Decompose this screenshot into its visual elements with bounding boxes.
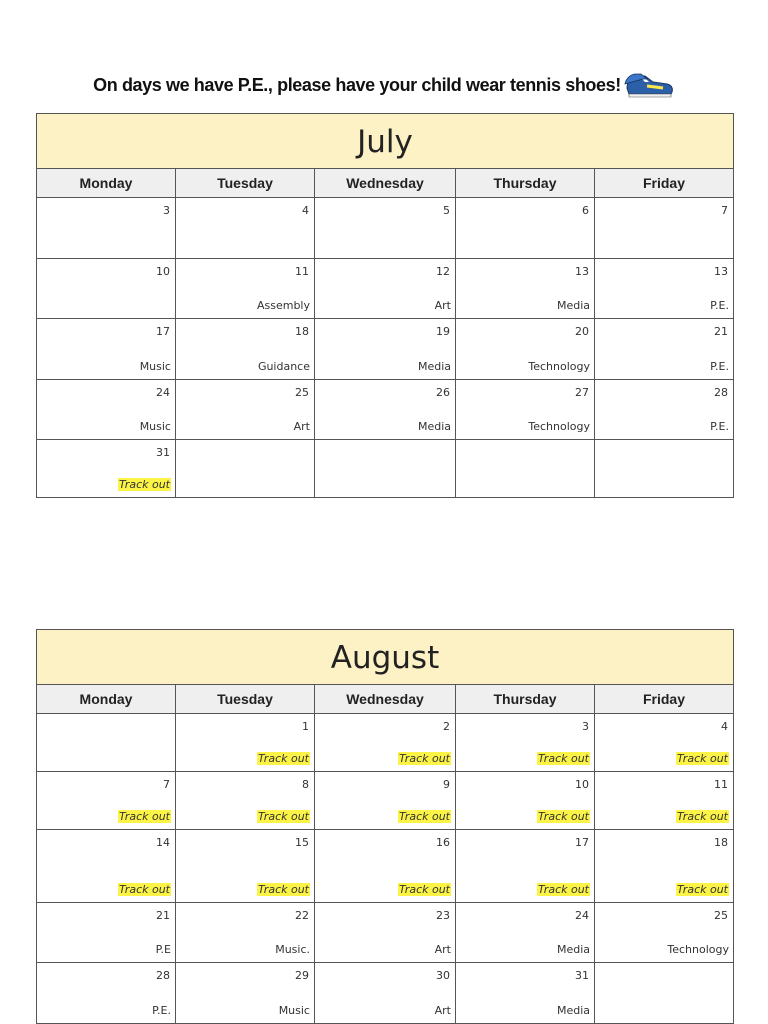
day-number: 23: [436, 909, 450, 922]
special-class-label: P.E.: [710, 299, 729, 312]
day-number: 18: [714, 836, 728, 849]
calendar-day-cell: [315, 380, 456, 439]
track-out-label: Track out: [537, 810, 589, 823]
special-class-label: P.E: [155, 943, 171, 956]
day-number: 31: [156, 446, 170, 459]
day-number: 30: [436, 969, 450, 982]
weekday-header: Monday: [37, 685, 176, 713]
special-class-label: Art: [434, 943, 451, 956]
special-class-label: Art: [434, 299, 451, 312]
day-number: 24: [575, 909, 589, 922]
special-class-label: Media: [417, 420, 451, 433]
calendar-day-cell: [595, 903, 733, 962]
day-number: 17: [156, 325, 170, 338]
calendar-week-row: [37, 714, 733, 772]
weekday-header: Thursday: [456, 169, 595, 197]
special-class-label: Technology: [528, 420, 590, 433]
calendar-day-cell: [176, 903, 315, 962]
weekday-header: Thursday: [456, 685, 595, 713]
calendar-week-row: [37, 380, 733, 440]
day-number: 31: [575, 969, 589, 982]
day-number: 11: [714, 778, 728, 791]
calendar-day-cell: [37, 963, 176, 1023]
calendar-day-cell: [595, 198, 733, 258]
calendar-day-cell: [37, 380, 176, 439]
track-out-label: Track out: [537, 883, 589, 896]
sneaker-icon: [623, 70, 675, 100]
day-number: 27: [575, 386, 589, 399]
special-class-label: Music: [278, 1004, 310, 1017]
special-class-label: Technology: [667, 943, 729, 956]
calendar-day-cell: [595, 963, 733, 1023]
day-number: 6: [582, 204, 589, 217]
calendar-day-cell: [456, 380, 595, 439]
track-out-label: Track out: [118, 810, 170, 823]
day-number: 2: [443, 720, 450, 733]
day-number: 26: [436, 386, 450, 399]
weekday-header-row: [37, 169, 733, 198]
calendar-day-cell: [37, 440, 176, 497]
day-number: 29: [295, 969, 309, 982]
calendar-day-cell: [456, 830, 595, 902]
calendar-day-cell: [315, 903, 456, 962]
day-number: 10: [575, 778, 589, 791]
calendar-day-cell: [595, 319, 733, 379]
calendar-day-cell: [456, 198, 595, 258]
calendar-week-row: [37, 772, 733, 830]
calendar-week-row: [37, 963, 733, 1023]
calendar-day-cell: [176, 830, 315, 902]
day-number: 8: [302, 778, 309, 791]
track-out-label: Track out: [676, 883, 728, 896]
weekday-header: Tuesday: [176, 685, 315, 713]
weekday-header: Wednesday: [315, 685, 456, 713]
special-class-label: Media: [556, 943, 590, 956]
calendar-day-cell: [456, 963, 595, 1023]
track-out-label: Track out: [537, 752, 589, 765]
calendar-day-cell: [456, 772, 595, 829]
day-number: 13: [575, 265, 589, 278]
special-class-label: Art: [293, 420, 310, 433]
day-number: 16: [436, 836, 450, 849]
day-number: 20: [575, 325, 589, 338]
day-number: 22: [295, 909, 309, 922]
calendar-day-cell: [37, 772, 176, 829]
special-class-label: Art: [434, 1004, 451, 1017]
special-class-label: Guidance: [257, 360, 310, 373]
month-title-august: August: [37, 630, 733, 685]
track-out-label: Track out: [398, 883, 450, 896]
calendar-day-cell: [595, 830, 733, 902]
day-number: 5: [443, 204, 450, 217]
day-number: 4: [302, 204, 309, 217]
day-number: 18: [295, 325, 309, 338]
special-class-label: Music: [139, 360, 171, 373]
calendar-day-cell: [315, 319, 456, 379]
weekday-header-row: [37, 685, 733, 714]
weekday-header: Tuesday: [176, 169, 315, 197]
track-out-label: Track out: [257, 810, 309, 823]
weekday-header: Friday: [642, 691, 685, 707]
track-out-label: Track out: [257, 883, 309, 896]
day-number: 4: [721, 720, 728, 733]
calendar-day-cell: [456, 259, 595, 318]
day-number: 13: [714, 265, 728, 278]
day-number: 28: [156, 969, 170, 982]
day-number: 1: [302, 720, 309, 733]
calendar-day-cell: [315, 440, 456, 497]
track-out-label: Track out: [118, 883, 170, 896]
calendar-week-row: [37, 440, 733, 497]
day-number: 25: [714, 909, 728, 922]
day-number: 7: [163, 778, 170, 791]
track-out-label: Track out: [257, 752, 309, 765]
track-out-label: Track out: [398, 810, 450, 823]
weekday-header: Monday: [37, 169, 176, 197]
weekday-header: Friday: [642, 175, 685, 191]
day-number: 11: [295, 265, 309, 278]
calendar-day-cell: [315, 963, 456, 1023]
calendar-day-cell: [176, 440, 315, 497]
day-number: 28: [714, 386, 728, 399]
month-title-july: July: [37, 114, 733, 169]
calendar-day-cell: [456, 714, 595, 771]
calendar-week-row: [37, 830, 733, 903]
track-out-label: Track out: [118, 478, 170, 491]
day-number: 12: [436, 265, 450, 278]
calendar-day-cell: [315, 772, 456, 829]
day-number: 15: [295, 836, 309, 849]
calendar-day-cell: [595, 772, 733, 829]
day-number: 3: [582, 720, 589, 733]
pe-notice-text: On days we have P.E., please have your child wear tennis shoes!: [93, 74, 621, 95]
calendar-day-cell: [176, 714, 315, 771]
special-class-label: Music.: [275, 943, 310, 956]
day-number: 9: [443, 778, 450, 791]
day-number: 19: [436, 325, 450, 338]
calendar-week-row: [37, 319, 733, 380]
day-number: 3: [163, 204, 170, 217]
special-class-label: P.E.: [152, 1004, 171, 1017]
special-class-label: Media: [556, 1004, 590, 1017]
calendar-week-row: [37, 903, 733, 963]
track-out-label: Track out: [676, 752, 728, 765]
calendar-day-cell: [37, 259, 176, 318]
special-class-label: P.E.: [710, 360, 729, 373]
weekday-header: Wednesday: [315, 169, 456, 197]
track-out-label: Track out: [398, 752, 450, 765]
special-class-label: Assembly: [256, 299, 310, 312]
calendar-day-cell: [595, 714, 733, 771]
special-class-label: Music: [139, 420, 171, 433]
calendar-day-cell: [176, 963, 315, 1023]
special-class-label: Media: [417, 360, 451, 373]
calendar-day-cell: [37, 830, 176, 902]
pe-notice: [0, 68, 768, 102]
calendar-day-cell: [315, 259, 456, 318]
calendar-day-cell: [315, 198, 456, 258]
calendar-day-cell: [456, 903, 595, 962]
calendar-day-cell: [595, 259, 733, 318]
calendar-week-row: [37, 259, 733, 319]
calendar-day-cell: [176, 259, 315, 318]
special-class-label: Media: [556, 299, 590, 312]
day-number: 14: [156, 836, 170, 849]
calendar-day-cell: [456, 319, 595, 379]
calendar-day-cell: [456, 440, 595, 497]
calendar-day-cell: [37, 198, 176, 258]
calendar-day-cell: [595, 380, 733, 439]
calendar-day-cell: [315, 830, 456, 902]
august-calendar: [36, 629, 734, 1024]
day-number: 21: [714, 325, 728, 338]
day-number: 24: [156, 386, 170, 399]
calendar-day-cell: [37, 319, 176, 379]
calendar-day-cell: [176, 380, 315, 439]
calendar-day-cell: [37, 903, 176, 962]
calendar-day-cell: [176, 772, 315, 829]
special-class-label: Technology: [528, 360, 590, 373]
calendar-day-cell: [176, 319, 315, 379]
calendar-day-cell: [176, 198, 315, 258]
day-number: 7: [721, 204, 728, 217]
day-number: 25: [295, 386, 309, 399]
day-number: 21: [156, 909, 170, 922]
july-calendar: [36, 113, 734, 498]
calendar-day-cell: [37, 714, 176, 771]
day-number: 17: [575, 836, 589, 849]
calendar-day-cell: [595, 440, 733, 497]
special-class-label: P.E.: [710, 420, 729, 433]
calendar-day-cell: [315, 714, 456, 771]
calendar-week-row: [37, 198, 733, 259]
track-out-label: Track out: [676, 810, 728, 823]
day-number: 10: [156, 265, 170, 278]
